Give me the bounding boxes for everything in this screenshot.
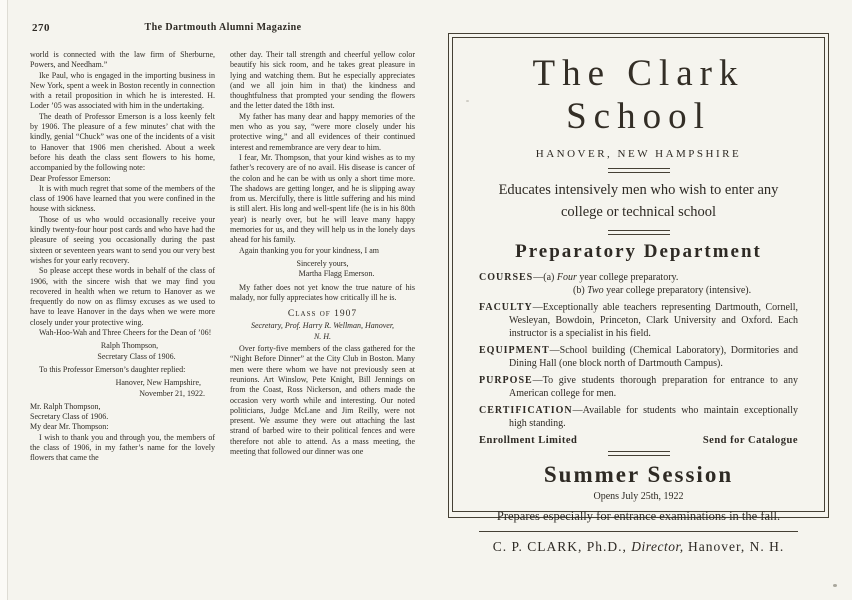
page-header: [30, 22, 416, 38]
ad-summer-text: Prepares especially for entrance examinations in the fall.: [496, 508, 781, 523]
scan-speck: [833, 584, 837, 587]
paragraph: So please accept these words in behalf of the class of 1906, with the sincere wish that we may find you recovered in health when we return to Hanover as we frequently do now on as flimsy excuses as we used to have to leave Hanover in the days when we were more closely under your protective wing.: [30, 266, 215, 327]
signature-closing: Sincerely yours,: [296, 258, 349, 268]
ad-item-text: Four: [556, 271, 577, 283]
ad-feature-list: [479, 271, 798, 430]
ad-inner-border: [452, 37, 825, 554]
ad-item-text: year college preparatory.: [576, 271, 679, 283]
paragraph: Those of us who would occasionally receive your kindly twenty-four hour post cards and who have had the pleasure of seeing you occasionally during the past sixteen or seventeen years want to send you our very best wishes for your early recovery.: [30, 214, 215, 265]
column-2: [230, 50, 415, 464]
addressee-name: Mr. Ralph Thompson,: [30, 401, 101, 411]
ad-school-name: The Clark School: [532, 53, 745, 137]
scan-edge: [0, 0, 8, 600]
paragraph: Again thanking you for your kindness, I am: [239, 245, 379, 255]
ad-department-heading: Preparatory Department: [515, 240, 762, 262]
paragraph: I fear, Mr. Thompson, that your kind wishes as to my father’s recovery are of no avail. His disease is cancer of the colon and he can be with us only a short time more. The shadows are getting longer, and he is slipping away from us. Mercifully, there is little suffering and his mind is still alert. His long and well-spent life (he is in his 80th year) is nearly over, but he will leave many happy memories for us, and they will help us in the lonely days ahead for his family.: [230, 152, 415, 245]
divider-rule: [608, 168, 670, 173]
paragraph: I wish to thank you and through you, the members of the class of 1906, in my father’s name for the lovely flowers that came the: [30, 432, 215, 463]
ad-item-certification: [479, 404, 798, 430]
paragraph: It is with much regret that some of the members of the class of 1906 have learned that you were confined in the house with sickness.: [30, 183, 215, 214]
paragraph: My father does not yet know the true nature of his malady, nor fully appreciates how critically ill he is.: [230, 282, 415, 302]
paragraph: world is connected with the law firm of Sherburne, Powers, and Needham.”: [30, 50, 215, 70]
ad-tagline: [453, 180, 824, 224]
ad-item-text: —Exceptionally able teachers representing Dartmouth, Cornell, Wesleyan, Bowdoin, Princeton, Clark University and Oxford. Each instructor is a specialist in his field.: [509, 301, 798, 339]
ad-director-title: Director,: [631, 538, 684, 554]
ad-item-text: (b): [573, 284, 588, 296]
magazine-title: The Dartmouth Alumni Magazine: [144, 22, 302, 33]
ad-item-label: CERTIFICATION: [479, 404, 573, 416]
ad-courses-line-a: [479, 271, 798, 284]
ad-item-text: —Available for students who maintain exceptionally high standing.: [509, 404, 798, 429]
ad-item-courses: [479, 271, 798, 297]
article-columns: [30, 50, 416, 464]
class-secretary-line: Secretary, Prof. Harry R. Wellman, Hanover, N. H.: [250, 321, 395, 341]
ad-item-text: year college preparatory (intensive).: [603, 284, 752, 296]
signature-name: Martha Flagg Emerson.: [298, 269, 375, 279]
addressee-title: Secretary Class of 1906.: [30, 412, 109, 422]
ad-item-label: PURPOSE: [479, 374, 533, 386]
left-page: [30, 22, 416, 464]
letter-date: November 21, 1922.: [139, 388, 205, 398]
divider-rule: [608, 230, 670, 235]
paragraph: The death of Professor Emerson is a loss keenly felt by 1906. The pleasure of a few minutes’ chat with the kindly, genial “Chuck” was one of the incidents of a visit to Hanover that 1906 men cherished. About a week before his death the class sent flowers to his home, accompanied by the following note:: [30, 111, 215, 173]
ad-summer-session-heading: Summer Session: [543, 461, 734, 487]
paragraph: My father has many dear and happy memories of the men who as you say, “were more closely under his protective wing,” and all evidences of their continued interest and remembrance are very dear to him.: [230, 111, 415, 152]
ad-item-text: Two: [587, 284, 604, 296]
ad-item-text: —To give students thorough preparation for entrance to any American college for men.: [509, 374, 798, 399]
page-number: 270: [32, 22, 50, 34]
ad-item-text: —School building (Chemical Laboratory), Dormitories and Dining Hall (one block north of Dartmouth Campus).: [509, 344, 798, 369]
ad-enrollment-limited: Enrollment Limited: [479, 434, 578, 446]
ad-item-label: EQUIPMENT: [479, 344, 550, 356]
ad-item-purpose: [479, 374, 798, 400]
ad-enrollment-row: [479, 435, 798, 446]
salutation: Dear Professor Emerson:: [30, 173, 111, 183]
ad-courses-line-b: [509, 284, 798, 297]
ad-director-name: C. P. CLARK, Ph.D.,: [492, 538, 632, 554]
ad-item-label: COURSES: [479, 271, 534, 283]
divider-rule: [608, 451, 670, 456]
paragraph: Ike Paul, who is engaged in the importing business in New York, spent a week in Boston recently in connection with a retail proposition in which he is interested. H. Loder ’05 was associated with him in the undertaking.: [30, 70, 215, 111]
clark-school-ad: [448, 33, 829, 554]
ad-item-equipment: [479, 344, 798, 370]
ad-item-text: —(a): [533, 271, 557, 283]
ad-tagline-line2: college or technical school: [560, 203, 716, 220]
column-1: [30, 50, 215, 464]
ad-send-for-catalogue: Send for Catalogue: [702, 434, 798, 446]
ad-item-faculty: [479, 301, 798, 340]
salutation: My dear Mr. Thompson:: [30, 422, 109, 432]
paragraph: Wah-Hoo-Wah and Three Cheers for the Dean of ’06!: [39, 328, 212, 338]
paragraph: other day. Their tall strength and cheerful yellow color beautify his sick room, and he takes great pleasure in lying and watching them. But he especially appreciates (and we all join him in that) the kindness and thoughtfulness that prompted your sending the flowers and the letter dated the 18th inst.: [230, 50, 415, 111]
letter-place: Hanover, New Hampshire,: [115, 378, 201, 388]
signature-title: Secretary Class of 1906.: [97, 351, 176, 361]
ad-location: HANOVER, NEW HAMPSHIRE: [535, 148, 742, 161]
ad-item-label: FACULTY: [479, 301, 533, 313]
paragraph: Over forty-five members of the class gathered for the “Night Before Dinner” at the City Club in Boston. Many men were there whom we have not previously seen at reunions. Art Winslow, Pete Knight, Bill Jennings on from the Coast, Ross Nickerson, and others made the occasion very worth while and interesting. Our noted politicians, Judge McLane and Jim Reilly, were not present. We assume they were out attaching the last strand of barbed wire to their political fences and were therefore not able to attend. As a mass meeting, the meeting that followed our dinner was one: [230, 344, 415, 456]
ad-director-location: Hanover, N. H.: [683, 538, 785, 554]
signature-name: Ralph Thompson,: [100, 341, 159, 351]
paragraph: To this Professor Emerson’s daughter replied:: [39, 364, 186, 374]
divider-rule: [479, 531, 798, 532]
ad-summer-opens: Opens July 25th, 1922: [593, 490, 684, 502]
ad-tagline-line1: Educates intensively men who wish to enter any: [498, 182, 779, 199]
class-of-1907-heading: Class of 1907: [287, 309, 358, 320]
ad-director-line: [453, 539, 824, 555]
